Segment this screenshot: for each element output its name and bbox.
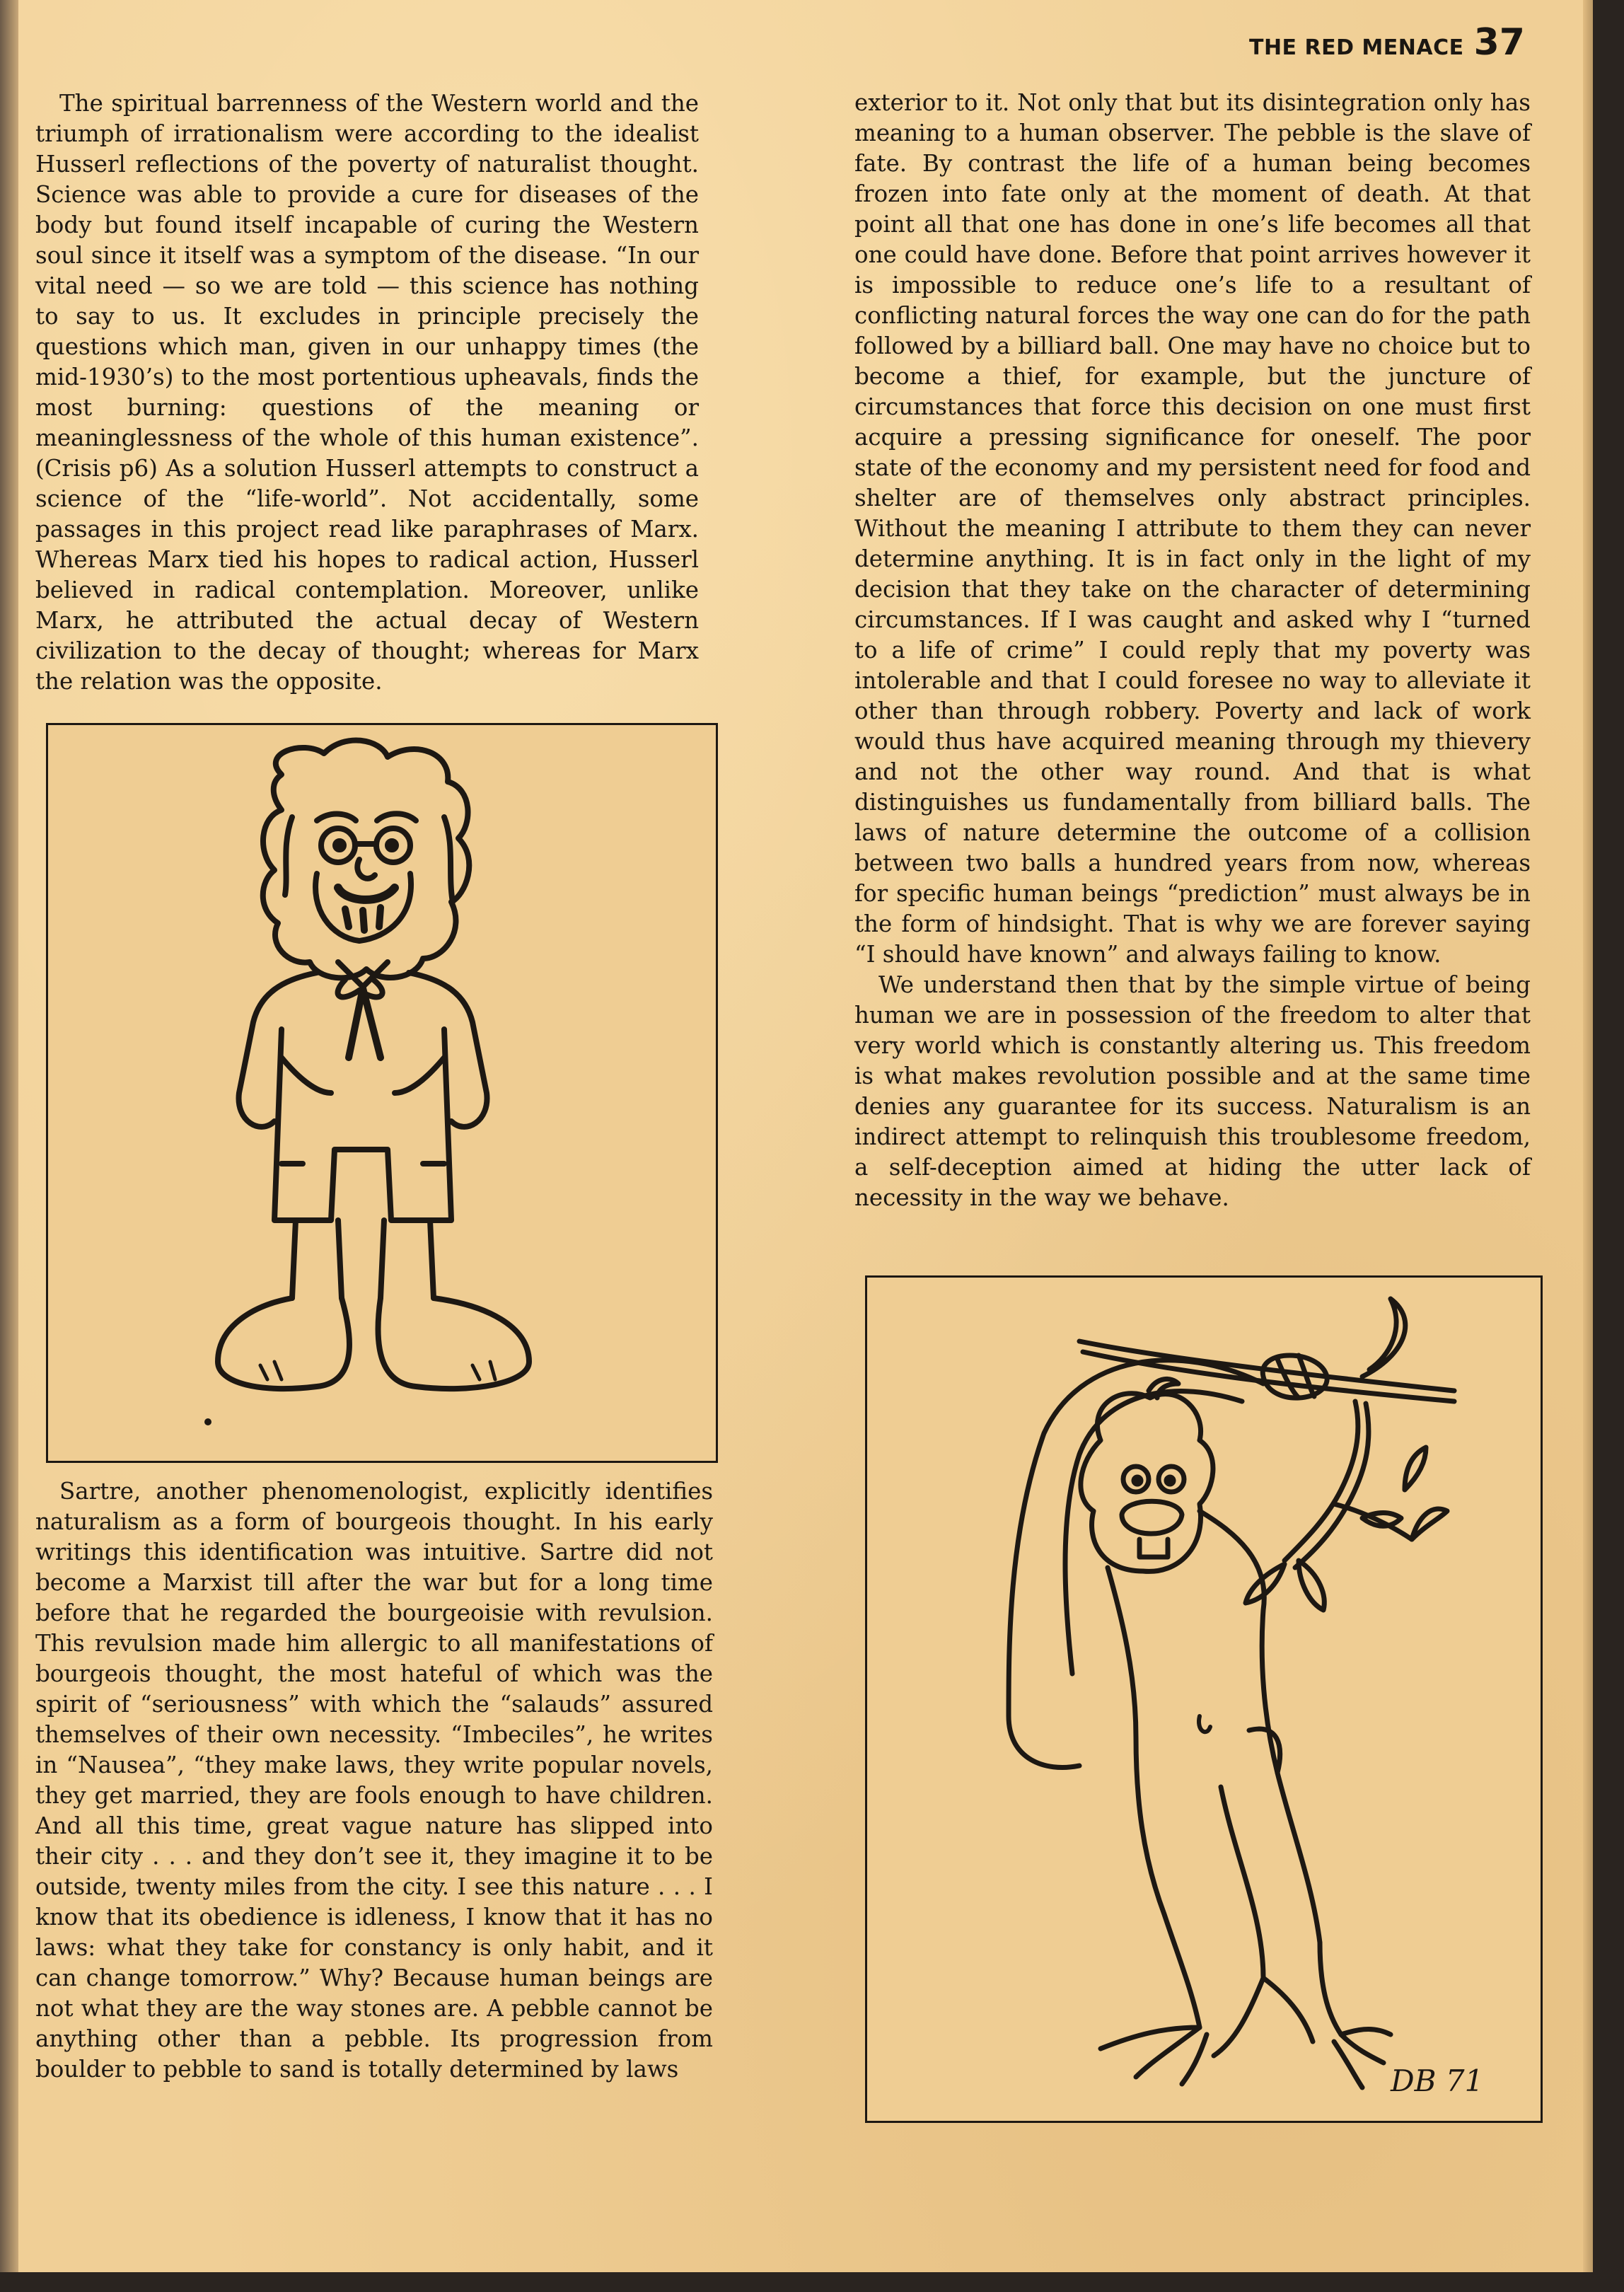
artist-signature: DB 71: [1391, 2064, 1484, 2098]
husserl-illustration: [46, 723, 718, 1463]
bearded-man-cartoon-icon: [48, 725, 716, 1461]
page-header: [1249, 21, 1525, 64]
page-binding-edge: [0, 0, 18, 2272]
paragraph: Sartre, another phenomenologist, explicitly identifies naturalism as a form of bourgeois thought. In his early writings this identification was intuitive. Sartre did not become a Marxist till after the war but for a long time before that he regarded the bourgeoisie with revulsion. This revulsion made him allergic to all manifestations of bourgeois thought, the most hateful of which was the spirit of “seriousness” with which the “salauds” assured themselves of their own necessity. “Imbeciles”, he writes in “Nausea”, “they make laws, they write popular novels, they get married, they are fools enough to have children. And all this time, great vague nature has slipped into their city . . . and they don’t see it, they imagine it to be outside, twenty miles from the city. I see this nature . . . I know that its obedience is idleness, I know that it has no laws: what they take for constancy is only habit, and it can change tomorrow.” Why? Because human beings are not what they are the way stones are. A pebble cannot be anything other than a pebble. Its progression from boulder to pebble to sand is totally determined by laws: [35, 1478, 713, 2083]
page-right-edge: [1583, 0, 1593, 2272]
ape-illustration: [865, 1275, 1543, 2123]
page-number: 37: [1473, 21, 1525, 64]
ape-hanging-branch-cartoon-icon: [867, 1278, 1541, 2121]
paragraph: We understand then that by the simple virtue of being human we are in possession of the freedom to alter that very world which is constantly altering us. This freedom is what makes revolution possible and at the same time denies any guarantee for its success. Naturalism is an indirect attempt to relinquish this troublesome freedom, a self-deception aimed at hiding the utter lack of necessity in the way we behave.: [854, 971, 1531, 1211]
right-column: [854, 88, 1531, 1213]
running-title: THE RED MENACE: [1248, 35, 1464, 60]
paragraph: The spiritual barrenness of the Western world and the triumph of irrationalism were according to the idealist Husserl reflections of the poverty of naturalist thought. Science was able to provide a cure for diseases of the body but found itself incapable of curing the Western soul since it itself was a symptom of the disease. “In our vital need — so we are told — this science has nothing to say to us. It excludes in principle precisely the questions which man, given in our unhappy times (the mid-1930’s) to the most portentious upheavals, finds the most burning: questions of the meaning or meaninglessness of the whole of this human existence”. (Crisis p6) As a solution Husserl attempts to construct a science of the “life-world”. Not accidentally, some passages in this project read like paraphrases of Marx. Whereas Marx tied his hopes to radical action, Husserl believed in radical contemplation. Moreover, unlike Marx, he attributed the actual decay of Western civilization to the decay of thought; whereas for Marx the relation was the opposite.: [35, 90, 699, 695]
left-column-top: [35, 88, 699, 697]
left-column-bottom: [35, 1476, 713, 2085]
paragraph: exterior to it. Not only that but its disintegration only has meaning to a human observer. The pebble is the slave of fate. By contrast the life of a human being becomes frozen into fate only at the moment of death. At that point all that one has done in one’s life becomes all that one could have done. Before that point arrives however it is impossible to reduce one’s life to a resultant of conflicting natural forces the way one can do for the path followed by a billiard ball. One may have no choice but to become a thief, for example, but the juncture of circumstances that force this decision on one must first acquire a pressing significance for oneself. The poor state of the economy and my persistent need for food and shelter are of themselves only abstract principles. Without the meaning I attribute to them they can never determine anything. It is in fact only in the light of my decision that they take on the character of determining circumstances. If I was caught and asked why I “turned to a life of crime” I could reply that my poverty was intolerable and that I could foresee no way to alleviate it other than through robbery. Poverty and lack of work would thus have acquired meaning through my thievery and not the other way round. And that is what distinguishes us fundamentally from billiard balls. The laws of nature determine the outcome of a collision between two balls a hundred years from now, whereas for specific human beings “prediction” must always be in the form of hindsight. That is why we are forever saying “I should have known” and always failing to know.: [854, 89, 1531, 968]
